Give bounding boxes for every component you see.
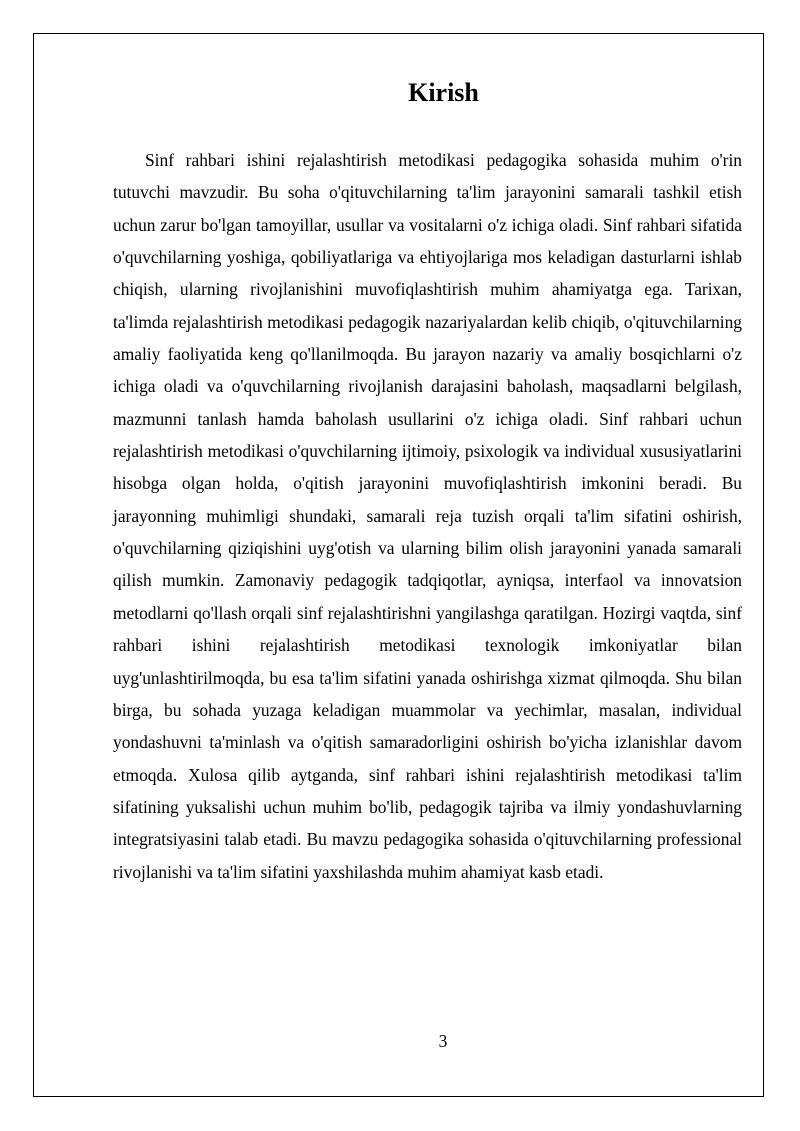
page-title: Kirish — [408, 78, 479, 107]
body-paragraph: Sinf rahbari ishini rejalashtirish metodikasi pedagogika sohasida muhim o'rin tutuvchi mavzudir. Bu soha o'qituvchilarning ta'lim jarayonini samarali tashkil etish uchun zarur bo'lgan tamoyillar, usullar va vositalarni o'z ichiga oladi. Sinf rahbari sifatida o'quvchilarning yoshiga, qobiliyatlariga va ehtiyojlariga mos keladigan dasturlarni ishlab chiqish, ularning rivojlanishini muvofiqlashtirish muhim ahamiyatga ega. Tarixan, ta'limda rejalashtirish metodikasi pedagogik nazariyalardan kelib chiqib, o'qituvchilarning amaliy faoliyatida keng qo'llanilmoqda. Bu jarayon nazariy va amaliy bosqichlarni o'z ichiga oladi va o'quvchilarning rivojlanish darajasini baholash, maqsadlarni belgilash, mazmunni tanlash hamda baholash usullarini o'z ichiga oladi. Sinf rahbari uchun rejalashtirish metodikasi o'quvchilarning ijtimoiy, psixologik va individual xususiyatlarini hisobga olgan holda, o'qitish jarayonini muvofiqlashtirish imkonini beradi. Bu jarayonning muhimligi shundaki, samarali reja tuzish orqali ta'lim sifatini oshirish, o'quvchilarning qiziqishini uyg'otish va ularning bilim olish jarayonini yanada samarali qilish mumkin. Zamonaviy pedagogik tadqiqotlar, ayniqsa, interfaol va innovatsion metodlarni qo'llash orqali sinf rejalashtirishni yangilashga qaratilgan. Hozirgi vaqtda, sinf rahbari ishini rejalashtirish metodikasi texnologik imkoniyatlar bilan uyg'unlashtirilmoqda, bu esa ta'lim sifatini yanada oshirishga xizmat qilmoqda. Shu bilan birga, bu sohada yuzaga keladigan muammolar va yechimlar, masalan, individual yondashuvni ta'minlash va o'qitish samaradorligini oshirish bo'yicha izlanishlar davom etmoqda. Xulosa qilib aytganda, sinf rahbari ishini rejalashtirish metodikasi ta'lim sifatining yuksalishi uchun muhim bo'lib, pedagogik tajriba va ilmiy yondashuvlarning integratsiyasini talab etadi. Bu mavzu pedagogika sohasida o'qituvchilarning professional rivojlanishi va ta'lim sifatini yaxshilashda muhim ahamiyat kasb etadi. — [113, 150, 742, 882]
page-number: 3 — [438, 1031, 448, 1051]
